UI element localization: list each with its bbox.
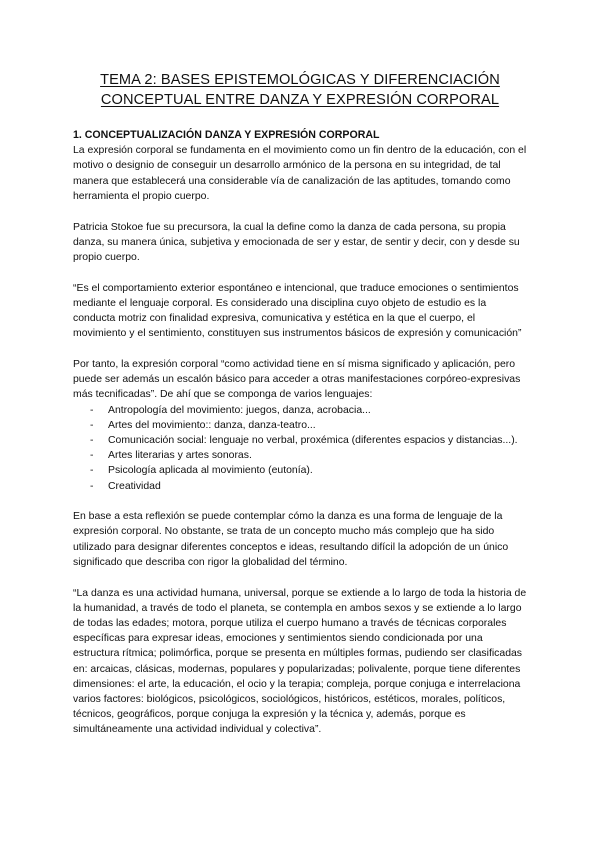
paragraph-2: Patricia Stokoe fue su precursora, la cual la define como la danza de cada persona, su propia danza, su manera única, subjetiva y emocionada de ser y estar, de sentir y decir, con y desde su propio cuerpo. (73, 221, 520, 263)
bullet-dash: - (90, 404, 94, 416)
title-line-2: CONCEPTUAL ENTRE DANZA Y EXPRESIÓN CORPORAL (100, 92, 500, 108)
languages-list (73, 403, 531, 494)
bullet-dash: - (90, 434, 94, 446)
paragraph-1: La expresión corporal se fundamenta en el movimiento como un fin dentro de la educación, con el motivo o designio de conseguir un desarrollo armónico de la persona en su integridad, de tal manera que establecerá una considerable vía de canalización de las aptitudes, tomando como herramienta el propio cuerpo. (73, 145, 527, 202)
bullet-dash: - (90, 480, 94, 492)
paragraph-6-quote: “La danza es una actividad humana, universal, porque se extiende a lo largo de toda la historia de la humanidad, a través de todo el planeta, se contempla en ambos sexos y se extiende a lo largo de todas las edades; motora, porque utiliza el cuerpo humano a través de técnicas corporales específicas para expresar ideas, emociones y sentimientos siendo condicionada por una estructura rítmica; polimórfica, porque se presenta en múltiples formas, pudiendo ser clasificadas en: arcaicas, clásicas, modernas, populares y popularizadas; polivalente, porque tiene diferentes dimensiones: el arte, la educación, el ocio y la terapia; compleja, porque conjuga e interrelaciona varios factores: biológicos, psicológicos, sociológicos, históricos, estéticos, morales, políticos, técnicos, geográficos, porque conjuga la expresión y la técnica y, además, porque es simultáneamente una actividad individual y colectiva”. (73, 587, 527, 736)
document-title (40, 70, 560, 110)
paragraph-5: En base a esta reflexión se puede contemplar cómo la danza es una forma de lenguaje de la expresión corporal. No obstante, se trata de un concepto mucho más complejo que ha sido utilizado para designar diferentes conceptos e ideas, resultando difícil la adopción de un único significado que describa con rigor la globalidad del término. (73, 511, 509, 568)
list-item: - Psicología aplicada al movimiento (eutonía). (73, 463, 531, 478)
bullet-dash: - (90, 419, 94, 431)
bullet-dash: - (90, 450, 94, 462)
title-line-1: TEMA 2: BASES EPISTEMOLÓGICAS Y DIFERENCIACIÓN (100, 72, 500, 88)
list-item: - Artes literarias y artes sonoras. (73, 448, 531, 463)
paragraph-3-quote: “Es el comportamiento exterior espontáneo e intencional, que traduce emociones o sentimientos mediante el lenguaje corporal. Es considerado una disciplina cuyo objeto de estudio es la conducta motriz con finalidad expresiva, comunicativa y estética en la que el cuerpo, el movimiento y el sentimiento, constituyen sus instrumentos básicos de expresión y comunicación” (73, 282, 522, 340)
paragraph-4: Por tanto, la expresión corporal “como actividad tiene en sí misma significado y aplicación, pero puede ser además un escalón básico para acceder a otras manifestaciones corpóreo-expresivas más tecnificadas”. De ahí que se componga de varios lenguajes: (73, 358, 521, 401)
section-heading: 1. CONCEPTUALIZACIÓN DANZA Y EXPRESIÓN CORPORAL (73, 129, 380, 141)
list-item: - Antropología del movimiento: juegos, danza, acrobacia... (73, 403, 531, 418)
bullet-dash: - (90, 465, 94, 477)
list-item: - Comunicación social: lenguaje no verbal, proxémica (diferentes espacios y distancias...). (73, 433, 531, 448)
document-body (73, 128, 531, 738)
list-item: - Artes del movimiento:: danza, danza-teatro... (73, 418, 531, 433)
list-item: - Creatividad (73, 479, 531, 494)
